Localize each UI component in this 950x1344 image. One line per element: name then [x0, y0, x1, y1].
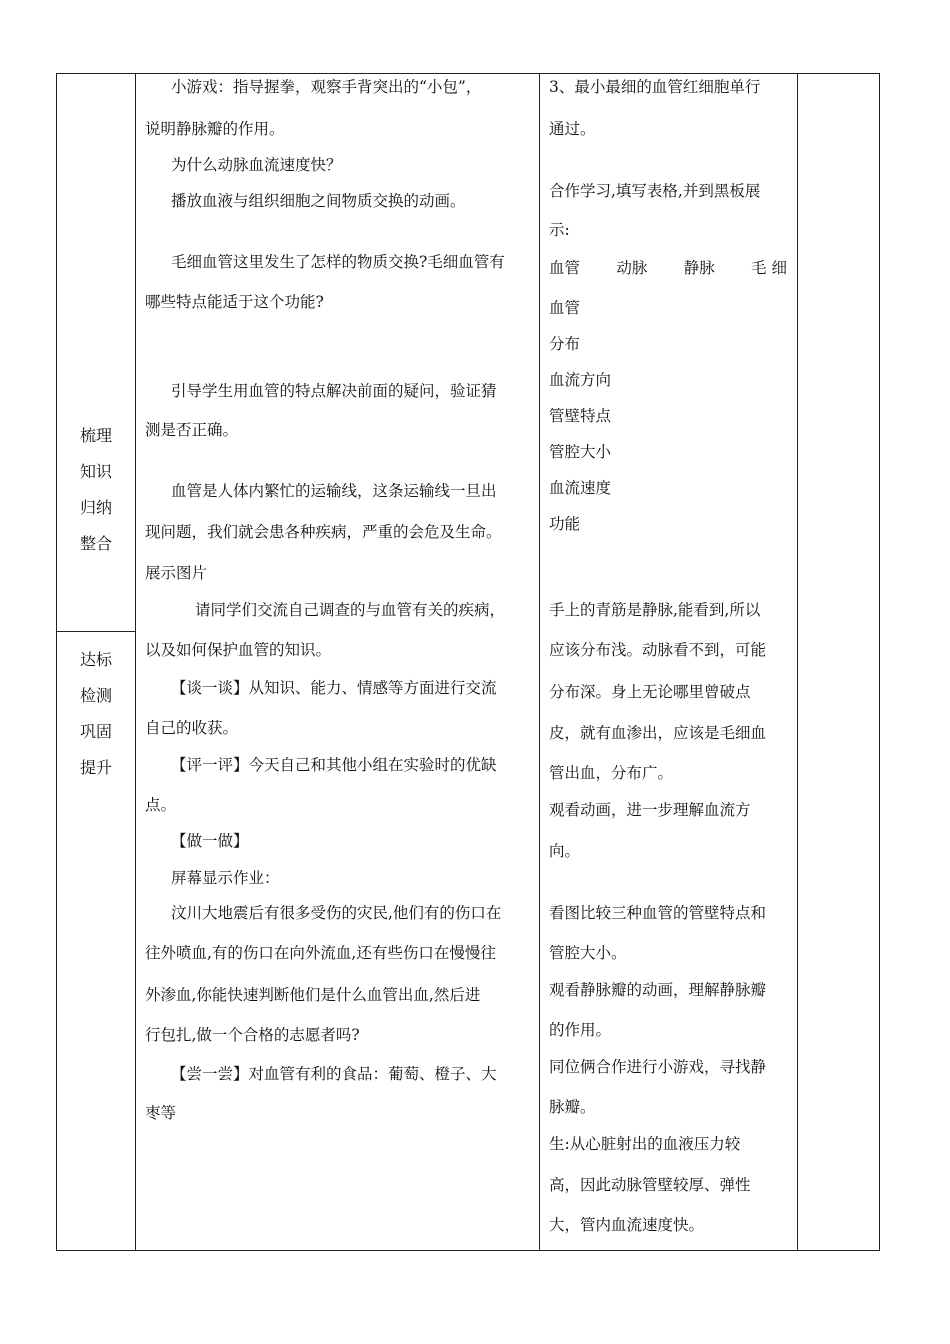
- student-text-line: 的作用。: [549, 1021, 612, 1039]
- student-text-line: 手上的青筋是静脉,能看到,所以: [549, 601, 761, 619]
- stage-label-organize: [58, 418, 134, 562]
- student-text-line: 观看静脉瓣的动画，理解静脉瓣: [549, 981, 767, 999]
- column-divider-3: [797, 73, 798, 1251]
- header-cell: 毛 细: [751, 259, 787, 277]
- vessel-table-row-label: 血流速度: [549, 479, 612, 497]
- teacher-text-line: 点。: [145, 796, 177, 814]
- student-text-line: 看图比较三种血管的管壁特点和: [549, 904, 767, 922]
- column-divider-2: [539, 73, 540, 1251]
- student-text-line: 示:: [549, 221, 570, 239]
- teacher-text-line: 血管是人体内繁忙的运输线，这条运输线一旦出: [171, 482, 497, 500]
- header-cell: 动脉: [616, 259, 648, 277]
- student-text-line: 应该分布浅。动脉看不到，可能: [549, 641, 767, 659]
- column-divider-1: [135, 73, 136, 1251]
- vessel-table-row-label: 血流方向: [549, 371, 612, 389]
- student-text-line: 同位俩合作进行小游戏，寻找静: [549, 1058, 767, 1076]
- student-text-line: 分布深。身上无论哪里曾破点: [549, 683, 751, 701]
- stage-label-line: 知识: [79, 462, 112, 481]
- header-cell: 静脉: [683, 259, 715, 277]
- teacher-text-line: 毛细血管这里发生了怎样的物质交换?毛细血管有: [171, 253, 505, 271]
- teacher-text-line: 哪些特点能适于这个功能?: [145, 293, 324, 311]
- stage-divider: [56, 631, 136, 632]
- table-right-border: [879, 73, 880, 1251]
- student-text-line: 管出血，分布广。: [549, 764, 674, 782]
- stage-label-line: 检测: [79, 686, 112, 705]
- vessel-table-row-label: 功能: [549, 515, 581, 533]
- vessel-table-row-label: 分布: [549, 335, 581, 353]
- vessel-table-header: [549, 258, 787, 278]
- teacher-text-line: 播放血液与组织细胞之间物质交换的动画。: [171, 192, 466, 210]
- table-left-border: [56, 73, 57, 1251]
- stage-label-line: 整合: [79, 534, 112, 553]
- teacher-text-line: 展示图片: [145, 564, 208, 582]
- teacher-text-line: 请同学们交流自己调查的与血管有关的疾病，: [195, 601, 506, 619]
- teacher-text-line: 说明静脉瓣的作用。: [145, 120, 285, 138]
- student-text-line: 脉瓣。: [549, 1098, 596, 1116]
- stage-label-line: 归纳: [79, 498, 112, 517]
- teacher-text-line: 【尝一尝】对血管有利的食品：葡萄、橙子、大: [171, 1065, 497, 1083]
- teacher-text-line: 【谈一谈】从知识、能力、情感等方面进行交流: [171, 679, 497, 697]
- stage-label-line: 梳理: [79, 426, 112, 445]
- stage-label-assess: [58, 642, 134, 786]
- teacher-text-line: 引导学生用血管的特点解决前面的疑问，验证猜: [171, 382, 497, 400]
- student-text-line: 大，管内血流速度快。: [549, 1216, 705, 1234]
- table-bottom-border: [56, 1250, 880, 1251]
- stage-label-line: 达标: [79, 650, 112, 669]
- vessel-table-row-label: 管壁特点: [549, 407, 612, 425]
- student-text-line: 通过。: [549, 120, 596, 138]
- student-text-line: 向。: [549, 842, 581, 860]
- student-text-line: 生:从心脏射出的血液压力较: [549, 1135, 741, 1153]
- teacher-text-line: 【评一评】今天自己和其他小组在实验时的优缺: [171, 756, 497, 774]
- header-cell: 血管: [549, 259, 581, 277]
- stage-label-line: 巩固: [79, 722, 112, 741]
- student-text-line: 合作学习,填写表格,并到黑板展: [549, 182, 761, 200]
- student-text-line: 3、最小最细的血管红细胞单行: [549, 78, 761, 96]
- student-text-line: 血管: [549, 299, 581, 317]
- teacher-text-line: 为什么动脉血流速度快？: [171, 156, 342, 174]
- teacher-text-line: 小游戏：指导握拳，观察手背突出的“小包”，: [171, 78, 482, 96]
- teacher-text-line: 屏幕显示作业：: [171, 869, 280, 887]
- stage-label-line: 提升: [79, 758, 112, 777]
- teacher-text-line: 枣等: [145, 1104, 177, 1122]
- teacher-text-line: 自己的收获。: [145, 719, 239, 737]
- student-text-line: 高，因此动脉管壁较厚、弹性: [549, 1176, 751, 1194]
- teacher-text-line: 行包扎,做一个合格的志愿者吗?: [145, 1026, 360, 1044]
- teacher-text-line: 现问题，我们就会患各种疾病，严重的会危及生命。: [145, 523, 502, 541]
- teacher-text-line: 往外喷血,有的伤口在向外流血,还有些伤口在慢慢往: [145, 944, 496, 962]
- teacher-text-line: 外渗血,你能快速判断他们是什么血管出血,然后进: [145, 986, 481, 1004]
- student-text-line: 管腔大小。: [549, 944, 627, 962]
- teacher-text-line: 汶川大地震后有很多受伤的灾民,他们有的伤口在: [171, 904, 502, 922]
- teacher-text-line: 测是否正确。: [145, 421, 239, 439]
- teacher-text-line: 以及如何保护血管的知识。: [145, 641, 332, 659]
- student-text-line: 皮，就有血渗出，应该是毛细血: [549, 724, 767, 742]
- student-text-line: 观看动画，进一步理解血流方: [549, 801, 751, 819]
- vessel-table-row-label: 管腔大小: [549, 443, 612, 461]
- table-top-border: [56, 73, 880, 74]
- teacher-text-line: 【做一做】: [171, 832, 249, 850]
